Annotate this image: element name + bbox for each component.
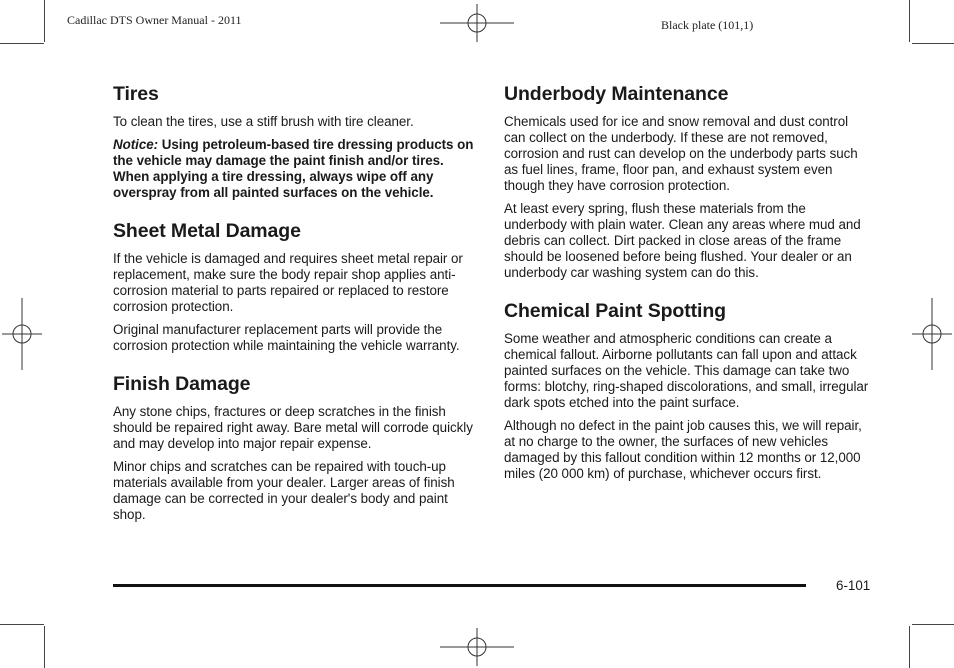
section-underbody-maintenance <box>504 82 872 281</box>
left-column <box>113 82 480 541</box>
sheet-metal-paragraph-2: Original manufacturer replacement parts will provide the corrosion protection while maintaining the vehicle warranty. <box>113 322 460 353</box>
underbody-paragraph-1: Chemicals used for ice and snow removal and dust control can collect on the underbody. If these are not removed, corrosion and rust can develop on the underbody parts such as fuel lines, frame, floor pan, and exhaust system even though they have corrosion protection. <box>504 114 858 193</box>
chemical-paragraph-1: Some weather and atmospheric conditions can create a chemical fallout. Airborne pollutants can fall upon and attack painted surfaces on the vehicle. This damage can take two forms: blotchy, ring-shaped discolorations, and small, irregular dark spots etched into the paint surface. <box>504 331 869 410</box>
heading-sheet-metal-damage: Sheet Metal Damage <box>113 220 301 242</box>
sheet-metal-paragraph-1: If the vehicle is damaged and requires sheet metal repair or replacement, make sure the body repair shop applies anti-corrosion material to parts repaired or replaced to restore corrosion protection. <box>113 251 463 314</box>
section-finish-damage <box>113 372 480 523</box>
notice-text: Using petroleum-based tire dressing products on the vehicle may damage the paint finish and/or tires. When applying a tire dressing, always wipe off any overspray from all painted surfaces on the vehicle. <box>113 137 474 200</box>
registration-target-bottom <box>440 628 514 666</box>
section-chemical-paint-spotting <box>504 299 872 482</box>
heading-tires: Tires <box>113 83 159 105</box>
tires-paragraph: To clean the tires, use a stiff brush with tire cleaner. <box>113 114 414 129</box>
registration-target-top <box>440 4 514 42</box>
notice-label: Notice: <box>113 137 159 152</box>
registration-target-right <box>912 298 952 370</box>
heading-finish-damage: Finish Damage <box>113 373 251 395</box>
section-sheet-metal-damage <box>113 219 480 354</box>
finish-paragraph-1: Any stone chips, fractures or deep scratches in the finish should be repaired right away. Bare metal will corrode quickly and may develop into major repair expense. <box>113 404 473 451</box>
section-tires <box>113 82 480 201</box>
chemical-paragraph-2: Although no defect in the paint job causes this, we will repair, at no charge to the owner, the surfaces of new vehicles damaged by this fallout condition within 12 months or 12,000 miles (20 000 km) of purchase, whichever occurs first. <box>504 418 862 481</box>
heading-chemical-paint-spotting: Chemical Paint Spotting <box>504 300 726 322</box>
header-manual-title: Cadillac DTS Owner Manual - 2011 <box>67 13 242 27</box>
page-number: 6-101 <box>836 578 871 593</box>
tires-notice <box>113 137 480 201</box>
finish-paragraph-2: Minor chips and scratches can be repaired with touch-up materials available from your dealer. Larger areas of finish damage can be corrected in your dealer's body and paint shop. <box>113 459 455 522</box>
heading-underbody-maintenance: Underbody Maintenance <box>504 83 729 105</box>
right-column <box>504 82 872 500</box>
underbody-paragraph-2: At least every spring, flush these materials from the underbody with plain water. Clean any areas where mud and debris can collect. Dirt packed in close areas of the frame should be loosened before being flushed. Your dealer or an underbody car washing system can do this. <box>504 201 861 280</box>
header-plate-info: Black plate (101,1) <box>661 18 754 32</box>
footer-rule <box>113 584 806 587</box>
registration-target-left <box>2 298 42 370</box>
